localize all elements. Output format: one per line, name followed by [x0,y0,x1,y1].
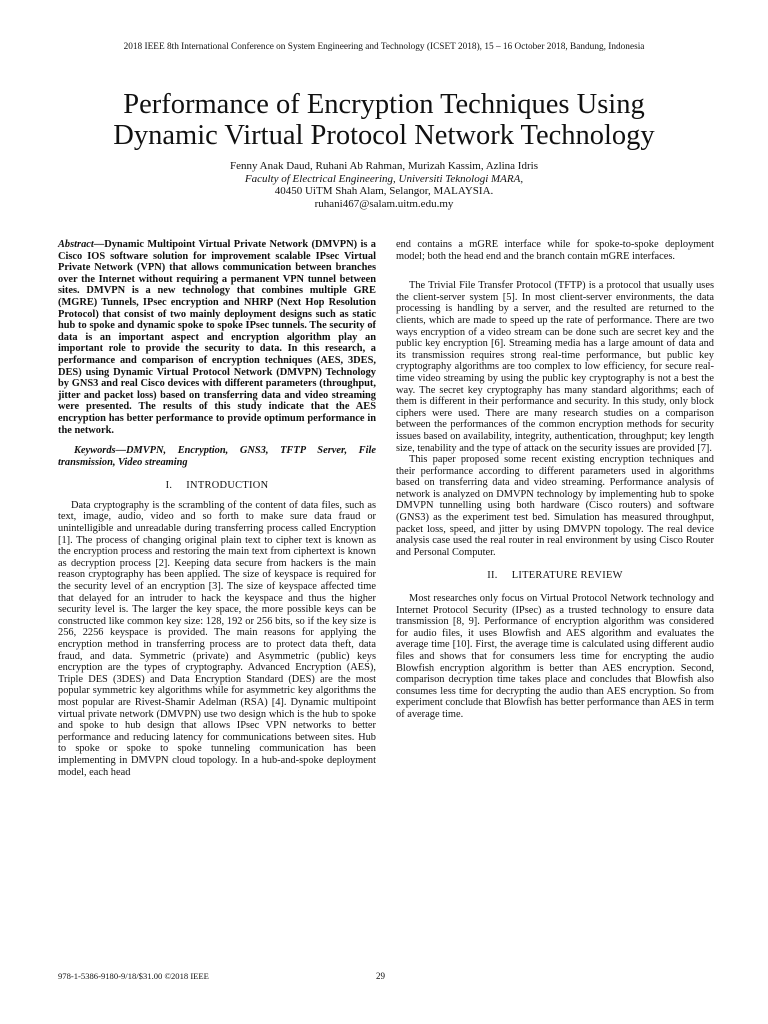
abstract [58,239,376,436]
author-block [0,160,768,210]
left-column [58,239,376,778]
paper-title [40,89,728,151]
right-column [396,239,714,721]
section-2-heading [396,570,714,582]
author-names: Fenny Anak Daud, Ruhani Ab Rahman, Murizah Kassim, Azlina Idris [230,160,538,172]
intro-paragraph-1-continued: end contains a mGRE interface while for spoke-to-spoke deployment model; both the head end and the branch contain mGRE interfaces. [396,239,714,262]
footer-copyright: 978-1-5386-9180-9/18/$31.00 ©2018 IEEE [58,971,209,981]
author-email: ruhani467@salam.uitm.edu.my [314,197,454,210]
section-2-number: II. [487,570,498,582]
abstract-text: —Dynamic Multipoint Virtual Private Network (DMVPN) is a Cisco IOS software solution for improvement scalable IPsec Virtual Private Network (VPN) that allows communication between branches over the Internet without requiring a permanent VPN tunnel between sites. DMVPN is a new technology that combines multiple GRE (MGRE) Tunnels, IPsec encryption and NHRP (Next Hop Resolution Protocol) that consist of two mainly deployment designs such as static hub to spoke and dynamic spoke to spoke IPsec tunnels. The security of data is an important aspect and encryption algorithm play an important role to provide the security to data. In this research, a performance and comparison of encryption techniques (AES, 3DES, DES) using Dynamic Virtual Protocol Network (DMVPN) Technology by GNS3 and real Cisco devices with different parameters (throughput, jitter and packet loss) based on transferring data and video streaming were presented. The results of this study indicate that the AES encryption has better performance to provide optimum performance in the network. [58,239,376,436]
section-1-number: I. [165,480,173,492]
conference-header: 2018 IEEE 8th International Conference on System Engineering and Technology (ICSET 2018), 15 – 16 October 2018, Bandung, Indonesia [123,42,645,52]
section-1-heading [58,480,376,492]
intro-paragraph-2: The Trivial File Transfer Protocol (TFTP) is a protocol that usually uses the client-server system [5]. In most client-server environments, the data processing is handling by a server, and the resulted are returned to the clients, which are made to speed up the rate of performance. There are two ways encryption of a video stream can be done such are secret key and the public key encryption [6]. Streaming media has a large amount of data and its transmission requires strong real-time performance, but public key cryptography algorithms are too complex to low efficiency, for secure real-time video streaming by using the public key cryptography is not a best the way. The secret key cryptography has many standard algorithms; each of them is different in their performance and security. In this study, only block ciphers were used. There are many research studies on a comparison between the performances of the common encryption methods for security issues based on availability, integrity, authentication, throughput; key length size, tenability and the type of attack on the security issues are provided [7]. [396,280,714,454]
title-line-1: Performance of Encryption Techniques Using [123,89,645,120]
page-number: 29 [376,971,385,981]
section-1-title: INTRODUCTION [186,480,269,492]
intro-paragraph-1: Data cryptography is the scrambling of the content of data files, such as text, image, audio, video and so forth to make sure data fraud or unintelligible and unreadable during transferring process called Encryption [1]. The process of changing original plain text to cipher text is known as the encryption process and restoring the main text from ciphertext is known as decryption process [2]. Keeping data secure from hackers is the main reason cryptography has been applied. The size of keyspace is required for the security level of an encryption [3]. The size of keyspace affected time that delayed for an intruder to hack the keyspace and thus the higher security level is. The larger the key space, the more possible keys can be constructed like common key size: 128, 192 or 256 bits, so if the key size is 256, 2256 keyspace is provided. The main reasons for applying the encryption method in transferring process are to protect data theft, data fraud, and data. Symmetric (private) and Asymmetric (public) keys encryption are the types of cryptography. Advanced Encryption (AES), Triple DES (3DES) and Data Encryption Standard (DES) are the most popular symmetric key algorithms while for asymmetric key algorithms the most popular are Rivest-Shamir Adelman (RSA) [4]. Dynamic multipoint virtual private network (DMVPN) use two design which is the hub to spoke and spoke to hub design that allows IPsec VPN networks to better performance and reducing latency for communications between sites. Hub to spoke or spoke to spoke tunneling communication has been implementing in DMVPN cloud topology. In a hub-and-spoke deployment model, each head [58,499,376,778]
author-address: 40450 UiTM Shah Alam, Selangor, MALAYSIA. [274,185,494,197]
author-affiliation: Faculty of Electrical Engineering, Universiti Teknologi MARA, [244,172,524,185]
title-line-2: Dynamic Virtual Protocol Network Technology [113,120,655,151]
abstract-label: Abstract [58,239,94,250]
section-2-title: LITERATURE REVIEW [511,570,623,582]
keywords: Keywords—DMVPN, Encryption, GNS3, TFTP Server, File transmission, Video streaming [58,445,376,468]
lit-review-paragraph-1: Most researches only focus on Virtual Protocol Network technology and Internet Protocol Security (IPsec) as a trusted technology to ensure data transmission [8, 9]. Performance of encryption algorithm was considered for audio files, it uses Blowfish and AES algorithm and evaluates the average time [10]. First, the average time is calculated using different audio files and shows that for consumers less time for encrypting the audio Blowfish encryption algorithm is better than AES encryption. Second, comparison decryption time takes place and concludes that Blowfish also consumes less time for decrypting the audio than AES encryption. So from experiment conclude that Blowfish has better performance than AES in term of average time. [396,593,714,720]
intro-paragraph-3: This paper proposed some recent existing encryption techniques and their performance according to different parameters used in algorithms based on transferring data and video streaming. Performance analysis of network is analyzed on DMVPN technology by implementing hub to spoke DMVPN tunnelling using both hardware (Cisco routers) and software (GNS3) as the experiment test bed. Simulation has measured throughput, packet loss, speed, and jitter by using DMVPN topology. The real device analysis case used the real router in real environment by using Cisco Router and Personal Computer. [396,454,714,558]
